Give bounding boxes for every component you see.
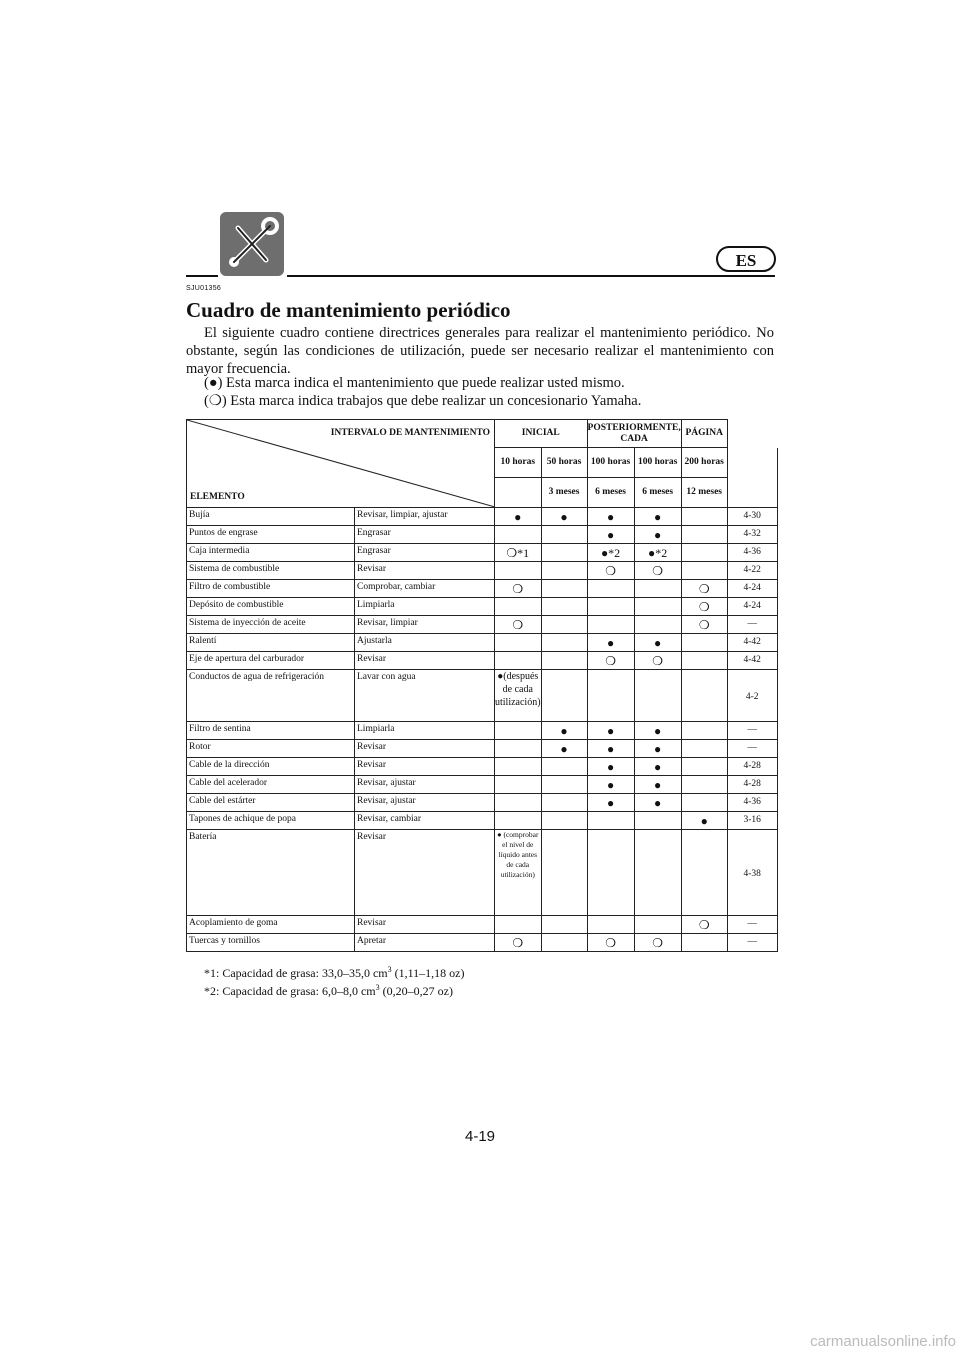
interval-mark: ● xyxy=(587,634,634,652)
item-name: Cable de la dirección xyxy=(187,758,355,776)
page-ref: — xyxy=(727,722,777,740)
interval-mark: ● xyxy=(587,758,634,776)
table-row xyxy=(187,526,778,544)
interval-mark: ●*2 xyxy=(587,544,634,562)
interval-mark: ● xyxy=(634,508,681,526)
interval-mark xyxy=(541,526,587,544)
hours-header: 100 horas xyxy=(634,448,681,478)
interval-mark xyxy=(495,812,542,830)
interval-mark xyxy=(587,812,634,830)
item-task: Apretar xyxy=(355,934,495,952)
table-row xyxy=(187,598,778,616)
footnote-2: *2: Capacidad de grasa: 6,0–8,0 $cm^3$ (0,20–0,27 oz) xyxy=(204,983,453,998)
interval-mark: ● xyxy=(681,812,727,830)
interval-mark: ●(después de cada utilización) xyxy=(495,670,542,722)
interval-mark: ● xyxy=(634,776,681,794)
interval-mark: ● xyxy=(634,794,681,812)
interval-mark xyxy=(495,526,542,544)
interval-mark: ❍ xyxy=(587,934,634,952)
interval-mark xyxy=(681,830,727,916)
interval-mark: ● xyxy=(634,740,681,758)
table-row xyxy=(187,758,778,776)
interval-mark xyxy=(541,598,587,616)
element-header: ELEMENTO xyxy=(190,492,245,502)
months-header: 3 meses xyxy=(541,478,587,508)
table-row xyxy=(187,830,778,916)
header-rule-right xyxy=(287,275,775,277)
initial-header: INICIAL xyxy=(495,420,588,448)
interval-mark xyxy=(541,580,587,598)
item-task: Revisar xyxy=(355,916,495,934)
page-ref: 3-16 xyxy=(727,812,777,830)
interval-mark: ● xyxy=(495,508,542,526)
item-task: Revisar, ajustar xyxy=(355,776,495,794)
months-header xyxy=(495,478,542,508)
interval-mark xyxy=(634,616,681,634)
table-row xyxy=(187,670,778,722)
interval-mark: ● xyxy=(634,758,681,776)
interval-mark: ❍ xyxy=(587,562,634,580)
table-row xyxy=(187,508,778,526)
table-row xyxy=(187,794,778,812)
item-name: Cable del acelerador xyxy=(187,776,355,794)
interval-mark xyxy=(634,812,681,830)
language-badge: ES xyxy=(716,246,776,272)
interval-mark xyxy=(681,562,727,580)
interval-mark xyxy=(634,670,681,722)
item-task: Revisar xyxy=(355,740,495,758)
interval-mark xyxy=(587,916,634,934)
interval-mark xyxy=(681,740,727,758)
interval-mark xyxy=(587,670,634,722)
interval-mark: ❍ xyxy=(495,580,542,598)
hours-header: 200 horas xyxy=(681,448,727,478)
interval-mark xyxy=(587,830,634,916)
interval-mark xyxy=(587,598,634,616)
interval-header: INTERVALO DE MANTENIMIENTO xyxy=(330,428,490,438)
interval-mark: ❍ xyxy=(681,580,727,598)
page-ref: 4-30 xyxy=(727,508,777,526)
interval-mark xyxy=(495,722,542,740)
page-ref: 4-28 xyxy=(727,776,777,794)
interval-mark xyxy=(681,776,727,794)
interval-mark xyxy=(541,670,587,722)
interval-mark xyxy=(681,652,727,670)
hours-header: 10 horas xyxy=(495,448,542,478)
item-name: Cable del estárter xyxy=(187,794,355,812)
table-row xyxy=(187,916,778,934)
item-task: Revisar xyxy=(355,758,495,776)
interval-mark xyxy=(541,812,587,830)
interval-mark: ❍ xyxy=(587,652,634,670)
interval-mark: ❍ xyxy=(634,934,681,952)
interval-mark xyxy=(634,580,681,598)
months-header: 12 meses xyxy=(681,478,727,508)
table-row xyxy=(187,580,778,598)
interval-mark: ❍ xyxy=(681,916,727,934)
legend-filled: (●) Esta marca indica el mantenimiento que puede realizar usted mismo. xyxy=(204,375,625,391)
maintenance-tools-icon xyxy=(220,212,284,276)
legend-hollow: (❍) Esta marca indica trabajos que debe realizar un concesionario Yamaha. xyxy=(204,393,642,409)
interval-mark xyxy=(587,580,634,598)
item-task: Engrasar xyxy=(355,544,495,562)
page-ref: 4-38 xyxy=(727,830,777,916)
item-task: Revisar xyxy=(355,652,495,670)
interval-mark xyxy=(681,758,727,776)
item-task: Comprobar, cambiar xyxy=(355,580,495,598)
interval-mark: ● xyxy=(541,740,587,758)
item-task: Lavar con agua xyxy=(355,670,495,722)
hours-header: 100 horas xyxy=(587,448,634,478)
item-name: Tuercas y tornillos xyxy=(187,934,355,952)
hours-header: 50 horas xyxy=(541,448,587,478)
table-row xyxy=(187,544,778,562)
interval-mark xyxy=(587,616,634,634)
page-ref: 4-28 xyxy=(727,758,777,776)
interval-mark xyxy=(495,794,542,812)
table-row xyxy=(187,634,778,652)
item-task: Limpiarla xyxy=(355,598,495,616)
interval-mark xyxy=(634,598,681,616)
interval-mark xyxy=(495,740,542,758)
table-row xyxy=(187,616,778,634)
interval-mark: ●*2 xyxy=(634,544,681,562)
interval-mark xyxy=(681,670,727,722)
item-name: Depósito de combustible xyxy=(187,598,355,616)
table-row xyxy=(187,562,778,580)
interval-mark xyxy=(541,758,587,776)
interval-mark: ● xyxy=(587,722,634,740)
item-name: Conductos de agua de refrigeración xyxy=(187,670,355,722)
interval-mark xyxy=(541,562,587,580)
interval-mark: ● xyxy=(541,722,587,740)
item-task: Revisar, limpiar xyxy=(355,616,495,634)
interval-mark xyxy=(541,794,587,812)
page-ref: 4-42 xyxy=(727,652,777,670)
page-ref: 4-2 xyxy=(727,670,777,722)
page-ref: — xyxy=(727,916,777,934)
interval-mark xyxy=(634,830,681,916)
interval-mark: ● xyxy=(541,508,587,526)
interval-mark: ❍ xyxy=(634,652,681,670)
interval-mark: ❍*1 xyxy=(495,544,542,562)
item-name: Sistema de inyección de aceite xyxy=(187,616,355,634)
item-name: Rotor xyxy=(187,740,355,758)
page-ref: 4-42 xyxy=(727,634,777,652)
item-task: Revisar xyxy=(355,830,495,916)
interval-mark xyxy=(541,916,587,934)
interval-mark xyxy=(541,634,587,652)
interval-mark xyxy=(541,934,587,952)
interval-mark: ● xyxy=(634,634,681,652)
months-header: 6 meses xyxy=(634,478,681,508)
page-ref: — xyxy=(727,934,777,952)
page-header: PÁGINA xyxy=(681,420,727,448)
interval-mark xyxy=(495,634,542,652)
item-task: Limpiarla xyxy=(355,722,495,740)
page-title: Cuadro de mantenimiento periódico xyxy=(186,298,511,322)
interval-mark xyxy=(495,652,542,670)
interval-mark xyxy=(495,598,542,616)
interval-mark: ● xyxy=(634,526,681,544)
maintenance-table xyxy=(186,419,778,952)
item-name: Acoplamiento de goma xyxy=(187,916,355,934)
interval-mark xyxy=(541,652,587,670)
interval-mark xyxy=(541,830,587,916)
interval-mark xyxy=(495,916,542,934)
item-task: Revisar, cambiar xyxy=(355,812,495,830)
interval-mark: ● (comprobar el nivel de líquido antes de cada utilización) xyxy=(495,830,542,916)
interval-mark: ● xyxy=(587,508,634,526)
item-name: Batería xyxy=(187,830,355,916)
page-ref: — xyxy=(727,616,777,634)
interval-mark xyxy=(681,934,727,952)
interval-mark xyxy=(681,794,727,812)
interval-mark xyxy=(495,776,542,794)
page-ref: — xyxy=(727,740,777,758)
interval-mark xyxy=(634,916,681,934)
page-ref: 4-32 xyxy=(727,526,777,544)
watermark: carmanualsonline.info xyxy=(810,1333,956,1350)
item-name: Caja intermedia xyxy=(187,544,355,562)
item-task: Engrasar xyxy=(355,526,495,544)
interval-mark: ❍ xyxy=(495,934,542,952)
item-task: Revisar, ajustar xyxy=(355,794,495,812)
interval-mark xyxy=(541,776,587,794)
corner-header xyxy=(187,420,495,508)
table-row xyxy=(187,934,778,952)
item-name: Ralentí xyxy=(187,634,355,652)
item-name: Tapones de achique de popa xyxy=(187,812,355,830)
interval-mark: ● xyxy=(634,722,681,740)
interval-mark xyxy=(681,508,727,526)
after-header: POSTERIORMENTE, CADA xyxy=(587,420,681,448)
months-header: 6 meses xyxy=(587,478,634,508)
item-name: Puntos de engrase xyxy=(187,526,355,544)
interval-mark xyxy=(541,544,587,562)
item-task: Revisar xyxy=(355,562,495,580)
page-ref: 4-36 xyxy=(727,544,777,562)
interval-mark: ❍ xyxy=(681,598,727,616)
table-row xyxy=(187,722,778,740)
page-header-fill xyxy=(727,448,777,508)
interval-mark xyxy=(495,758,542,776)
interval-mark xyxy=(681,634,727,652)
page-ref: 4-36 xyxy=(727,794,777,812)
table-row xyxy=(187,740,778,758)
header-rule-left xyxy=(186,275,218,277)
table-row xyxy=(187,776,778,794)
interval-mark: ● xyxy=(587,794,634,812)
page-number: 4-19 xyxy=(464,1128,496,1145)
page-ref: 4-22 xyxy=(727,562,777,580)
interval-mark: ❍ xyxy=(495,616,542,634)
page-ref: 4-24 xyxy=(727,580,777,598)
page-ref: 4-24 xyxy=(727,598,777,616)
interval-mark: ● xyxy=(587,526,634,544)
interval-mark: ❍ xyxy=(634,562,681,580)
interval-mark: ● xyxy=(587,776,634,794)
item-task: Revisar, limpiar, ajustar xyxy=(355,508,495,526)
interval-mark xyxy=(681,722,727,740)
interval-mark: ❍ xyxy=(681,616,727,634)
item-name: Filtro de sentina xyxy=(187,722,355,740)
item-name: Filtro de combustible xyxy=(187,580,355,598)
section-code: SJU01356 xyxy=(186,285,222,292)
table-row xyxy=(187,812,778,830)
item-name: Sistema de combustible xyxy=(187,562,355,580)
intro-paragraph: El siguiente cuadro contiene directrices generales para realizar el mantenimiento periódico. No obstante, según las condiciones de utilización, puede ser necesario realizar el mantenimiento con mayor frecuencia. xyxy=(186,325,774,377)
interval-mark xyxy=(541,616,587,634)
table-row xyxy=(187,652,778,670)
footnote-1: *1: Capacidad de grasa: 33,0–35,0 $cm^3$ (1,11–1,18 oz) xyxy=(204,965,465,980)
item-name: Bujía xyxy=(187,508,355,526)
item-name: Eje de apertura del carburador xyxy=(187,652,355,670)
interval-mark: ● xyxy=(587,740,634,758)
item-task: Ajustarla xyxy=(355,634,495,652)
interval-mark xyxy=(495,562,542,580)
interval-mark xyxy=(681,526,727,544)
interval-mark xyxy=(681,544,727,562)
